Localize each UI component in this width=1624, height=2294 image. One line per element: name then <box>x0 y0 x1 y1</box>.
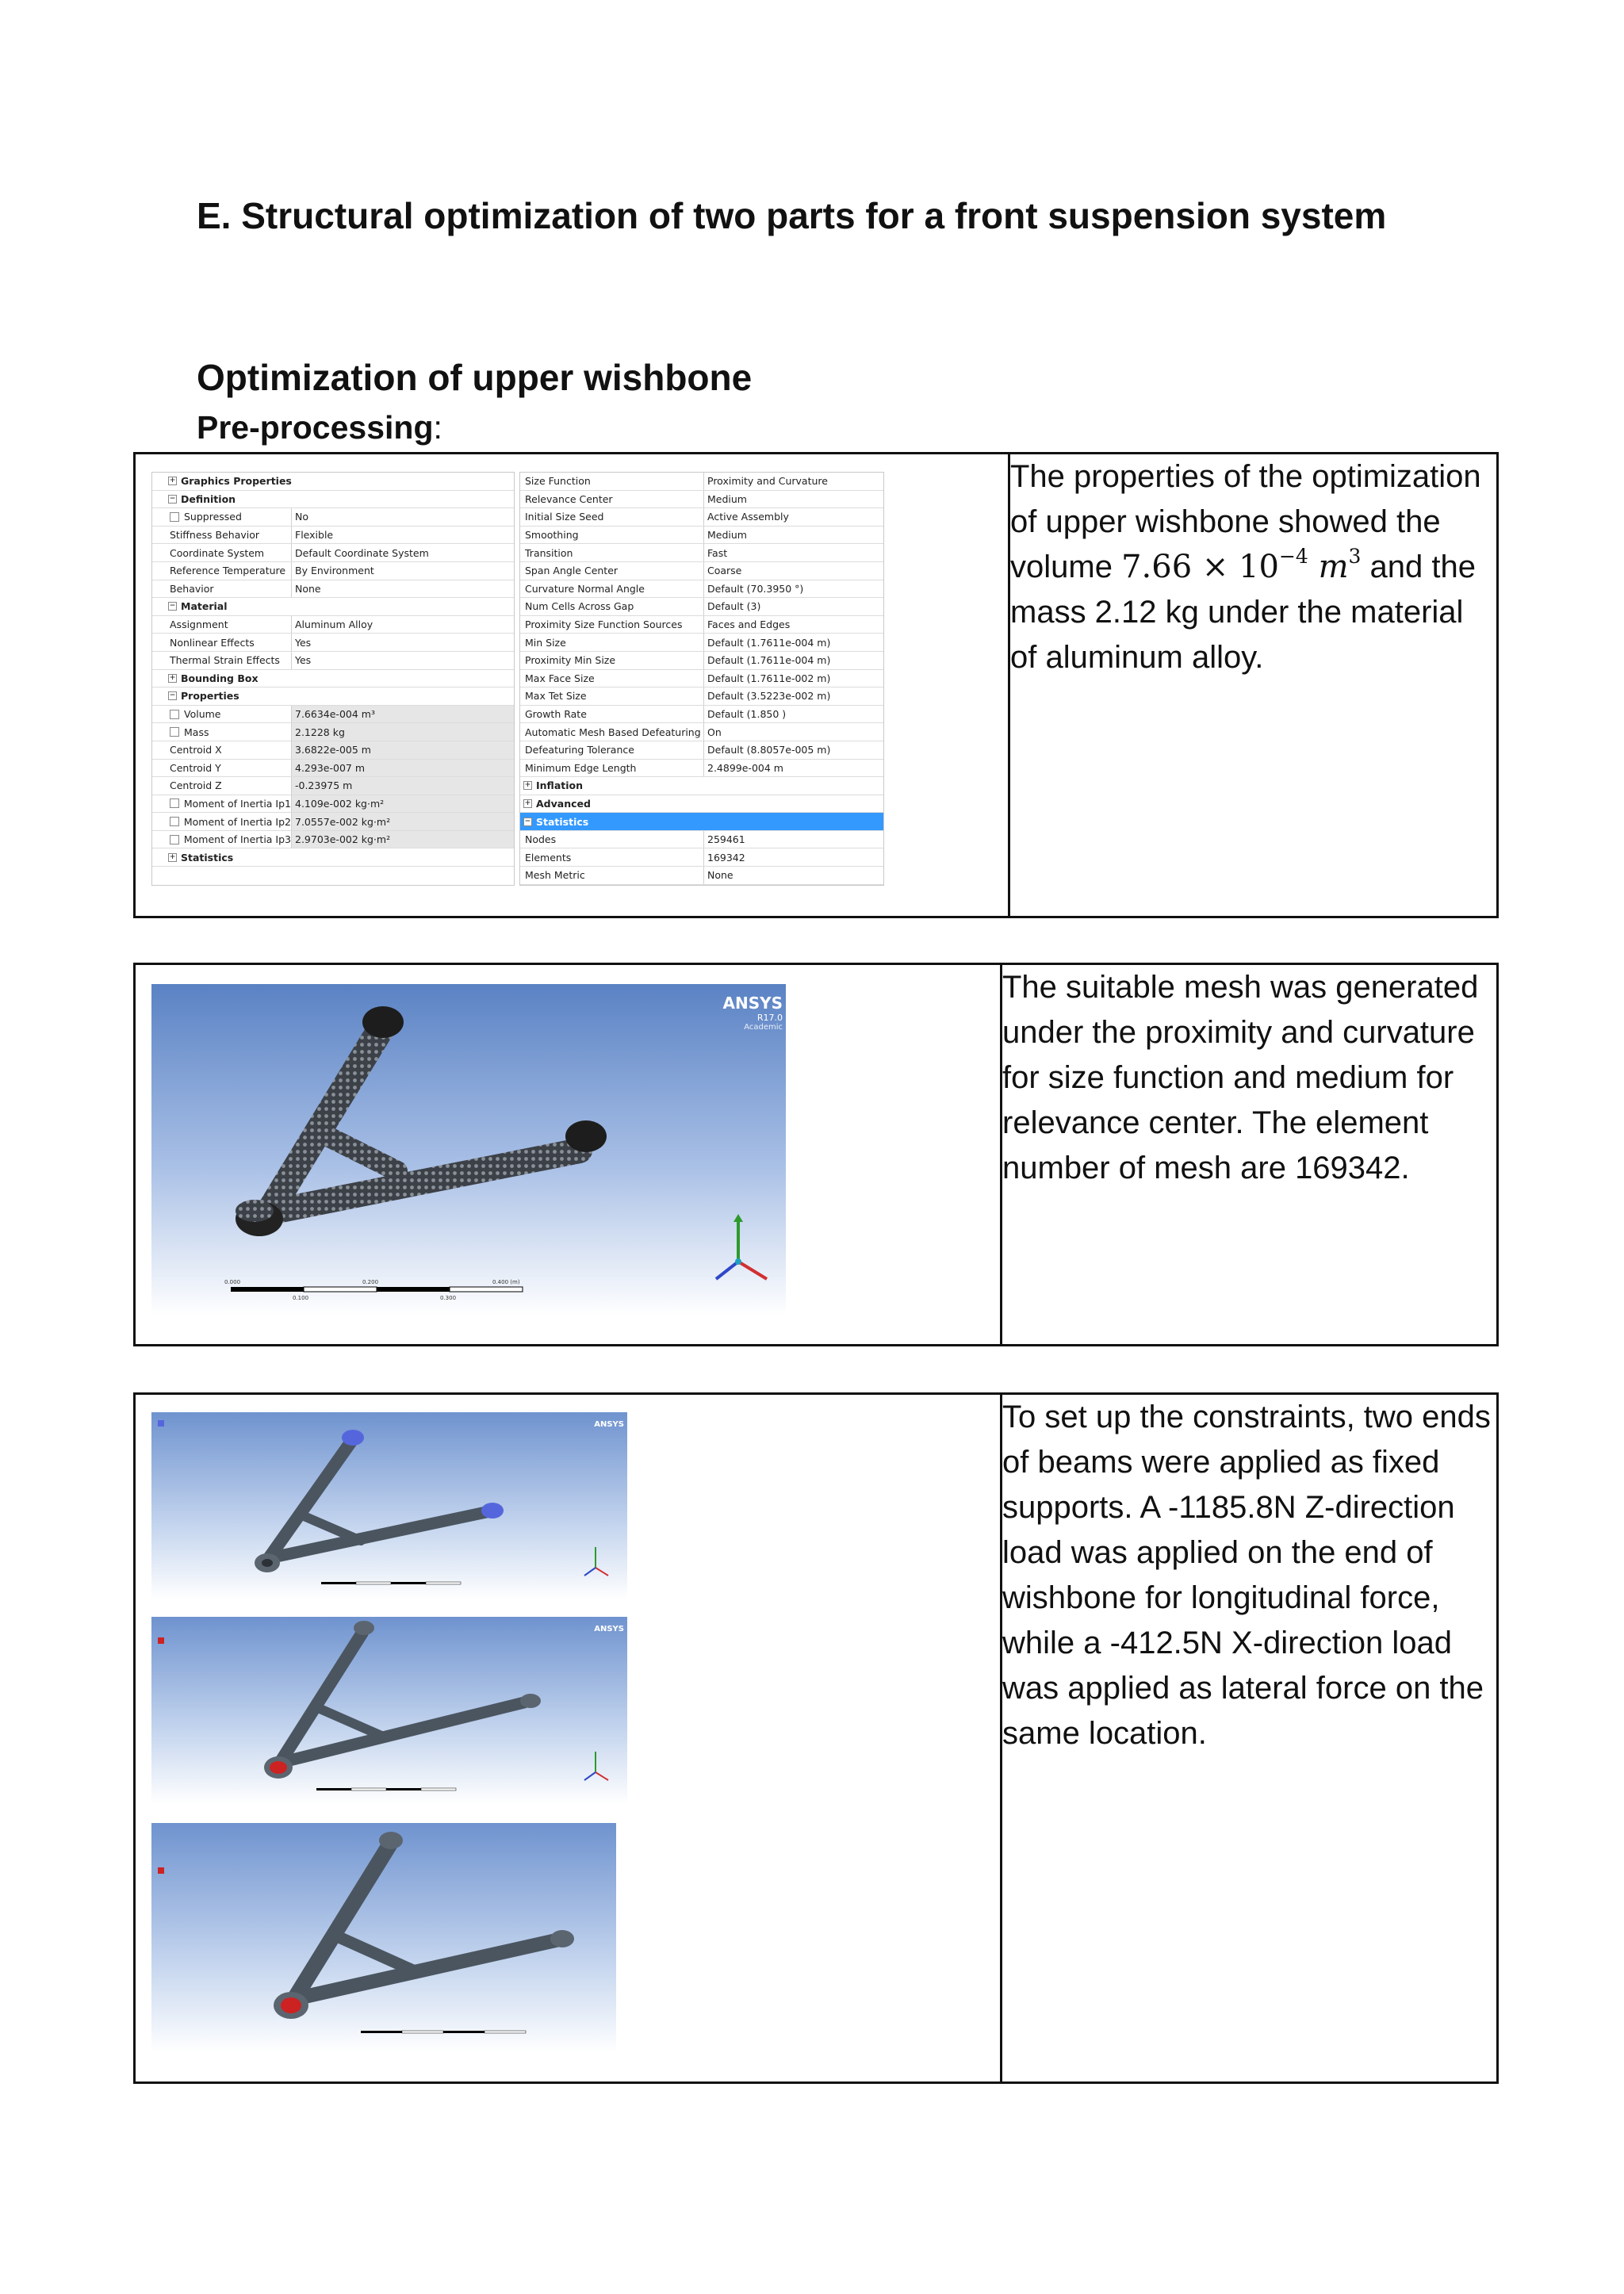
grid-row-label: Span Angle Center <box>525 565 619 577</box>
parameter-checkbox[interactable] <box>170 512 179 522</box>
grid-row[interactable] <box>152 813 514 831</box>
expand-icon[interactable]: + <box>169 852 176 861</box>
grid-row-label: Coordinate System <box>170 546 265 559</box>
grid-row-value: No <box>295 511 308 523</box>
collapse-icon[interactable]: − <box>169 691 176 700</box>
grid-row-value: None <box>295 582 321 595</box>
volume-unit-exponent: 3 <box>1348 545 1362 568</box>
grid-row-label: Transition <box>525 546 573 559</box>
grid-row-value: By Environment <box>295 565 374 577</box>
parameter-checkbox[interactable] <box>170 835 179 844</box>
expand-icon[interactable]: + <box>524 798 531 807</box>
grid-row-label: Inflation <box>536 779 583 792</box>
grid-row[interactable] <box>152 598 514 616</box>
grid-row-label: Volume <box>184 708 221 721</box>
grid-row-value: 259461 <box>707 833 745 846</box>
grid-row-label: Statistics <box>181 851 234 864</box>
grid-row[interactable] <box>520 473 883 491</box>
parameter-checkbox[interactable] <box>170 710 179 719</box>
grid-row-value: Aluminum Alloy <box>295 618 373 631</box>
grid-row-value: Default (1.850 ) <box>707 708 787 721</box>
grid-row-label: Bounding Box <box>181 672 259 684</box>
grid-row-value: Yes <box>295 636 312 649</box>
grid-row-value: 2.4899e-004 m <box>707 761 783 774</box>
grid-row[interactable] <box>152 473 514 491</box>
fixed-support-viewport <box>151 1412 627 1599</box>
properties-table <box>133 452 1499 918</box>
volume-exponent: −4 <box>1278 545 1308 568</box>
grid-row-label: Mesh Metric <box>525 869 585 882</box>
grid-row-label: Centroid X <box>170 744 222 756</box>
lateral-load-viewport <box>151 1823 616 2053</box>
grid-row-value: Default (1.7611e-002 m) <box>707 672 831 684</box>
grid-row-label: Proximity Size Function Sources <box>525 618 683 631</box>
grid-row-label: Stiffness Behavior <box>170 529 260 542</box>
grid-row[interactable] <box>152 723 514 741</box>
grid-row-label: Properties <box>181 690 239 703</box>
grid-row[interactable] <box>152 670 514 688</box>
grid-row-value: Yes <box>295 654 312 667</box>
subsection-heading: Optimization of upper wishbone <box>197 357 753 398</box>
scale-tick-0: 0.000 <box>224 1279 241 1285</box>
grid-row-label: Curvature Normal Angle <box>525 582 645 595</box>
grid-row-label: Max Face Size <box>525 672 595 684</box>
grid-row[interactable] <box>152 741 514 760</box>
grid-row[interactable] <box>520 687 883 706</box>
grid-row-label: Suppressed <box>184 511 242 523</box>
grid-row-value: Default (1.7611e-004 m) <box>707 636 831 649</box>
grid-row-label: Thermal Strain Effects <box>170 654 280 667</box>
grid-row-label: Minimum Edge Length <box>525 761 637 774</box>
grid-row[interactable] <box>520 831 883 849</box>
grid-row[interactable] <box>152 616 514 634</box>
grid-row[interactable] <box>152 777 514 795</box>
grid-row-value: 4.293e-007 m <box>292 760 514 777</box>
grid-row-label: Growth Rate <box>525 708 587 721</box>
grid-row[interactable] <box>520 760 883 778</box>
grid-row[interactable] <box>152 795 514 814</box>
grid-row-value: Faces and Edges <box>707 618 791 631</box>
grid-row-label: Behavior <box>170 582 214 595</box>
grid-row[interactable] <box>520 723 883 741</box>
grid-row[interactable] <box>520 706 883 724</box>
grid-row-value: Medium <box>707 529 747 542</box>
grid-row-label: Centroid Z <box>170 779 222 792</box>
grid-row-value: Default (8.8057e-005 m) <box>707 744 831 756</box>
grid-row-label: Definition <box>181 492 236 505</box>
fixed-support-model <box>151 1412 627 1599</box>
expand-icon[interactable]: + <box>524 781 531 790</box>
expand-icon[interactable]: + <box>169 477 176 485</box>
grid-row[interactable] <box>152 580 514 599</box>
grid-row[interactable] <box>152 652 514 670</box>
desc1-before: The properties of the optimization of upper wishbone showed the volume <box>1010 459 1481 584</box>
grid-row-label: Advanced <box>536 797 591 810</box>
scale-tick-400: 0.400 (m) <box>492 1279 520 1285</box>
constraints-table <box>133 1392 1499 2084</box>
grid-row-value: 2.1228 kg <box>292 723 514 741</box>
scale-tick-300: 0.300 <box>440 1295 457 1301</box>
grid-row[interactable] <box>152 706 514 724</box>
grid-row-value: Default Coordinate System <box>295 546 429 559</box>
scale-tick-200: 0.200 <box>362 1279 379 1285</box>
grid-row[interactable] <box>152 848 514 867</box>
grid-row[interactable] <box>520 741 883 760</box>
grid-row-label: Defeaturing Tolerance <box>525 744 634 756</box>
grid-row-label: Proximity Min Size <box>525 654 616 667</box>
ansys-brand-1: ANSYS <box>594 1420 624 1429</box>
collapse-icon[interactable]: − <box>169 494 176 503</box>
mesh-table <box>133 963 1499 1346</box>
grid-row-label: Automatic Mesh Based Defeaturing <box>525 726 701 738</box>
grid-row-label: Size Function <box>525 475 591 488</box>
meshed-wishbone-model <box>151 984 786 1316</box>
grid-row[interactable] <box>520 508 883 527</box>
grid-row[interactable] <box>520 598 883 616</box>
grid-row-label: Smoothing <box>525 529 579 542</box>
grid-row[interactable] <box>152 544 514 562</box>
grid-row-value: Proximity and Curvature <box>707 475 828 488</box>
grid-row-value: Coarse <box>707 565 742 577</box>
mesh-description: The suitable mesh was generated under the proximity and curvature for size function and medium for relevance center. The element number of mesh are 169342. <box>1002 964 1498 1346</box>
grid-row-label: Centroid Y <box>170 761 221 774</box>
grid-row-label: Moment of Inertia Ip2 <box>183 815 291 828</box>
grid-row[interactable] <box>520 634 883 652</box>
expand-icon[interactable]: + <box>169 673 176 682</box>
lateral-load-model <box>151 1823 616 2053</box>
properties-screenshot-cell <box>135 454 1009 917</box>
rear-bushing <box>565 1120 607 1152</box>
grid-row-value: 169342 <box>707 851 745 864</box>
preprocessing-label-colon: : <box>433 409 442 446</box>
grid-row-value: Default (70.3950 °) <box>707 582 804 595</box>
grid-row-value: 3.6822e-005 m <box>292 741 514 759</box>
grid-row-label: Material <box>181 600 228 613</box>
grid-row[interactable] <box>152 634 514 652</box>
grid-row[interactable] <box>520 670 883 688</box>
grid-row-label: Graphics Properties <box>181 475 292 488</box>
grid-row-label: Mass <box>184 726 209 738</box>
mesh-details-grid <box>519 472 884 886</box>
upper-bushing <box>362 1006 404 1038</box>
grid-row[interactable] <box>520 848 883 867</box>
grid-row[interactable] <box>520 777 883 795</box>
grid-row-value: 2.9703e-002 kg·m² <box>292 831 514 848</box>
volume-unit: m <box>1318 549 1349 585</box>
scale-tick-100: 0.100 <box>293 1295 309 1301</box>
grid-row[interactable] <box>520 813 883 831</box>
geometry-details-grid <box>151 472 515 886</box>
grid-row-label: Nonlinear Effects <box>170 636 255 649</box>
scale-bar <box>224 1279 523 1301</box>
grid-row[interactable] <box>152 491 514 509</box>
grid-row[interactable] <box>152 760 514 778</box>
grid-row-value: Default (1.7611e-004 m) <box>707 654 831 667</box>
grid-row-value: None <box>707 869 733 882</box>
grid-row-value: Active Assembly <box>707 511 789 523</box>
grid-row-label: Num Cells Across Gap <box>525 600 634 613</box>
volume-formula <box>1121 545 1362 585</box>
grid-row[interactable] <box>152 562 514 580</box>
ansys-edition: Academic <box>744 1023 783 1032</box>
grid-row-value: Default (3.5223e-002 m) <box>707 690 831 703</box>
volume-mantissa: 7.66 × 10 <box>1121 549 1279 585</box>
grid-row-label: Relevance Center <box>525 492 613 505</box>
grid-row[interactable] <box>520 867 883 885</box>
properties-description <box>1009 454 1498 917</box>
grid-row-label: Min Size <box>525 636 566 649</box>
grid-row[interactable] <box>520 544 883 562</box>
grid-row[interactable] <box>520 652 883 670</box>
section-heading: E. Structural optimization of two parts for a front suspension system <box>197 195 1387 236</box>
grid-row-label: Moment of Inertia Ip3 <box>183 833 291 846</box>
preprocessing-label-text: Pre-processing <box>197 409 434 446</box>
grid-row-label: Statistics <box>536 815 589 828</box>
grid-row-value: -0.23975 m <box>292 777 514 795</box>
grid-row-label: Elements <box>525 851 572 864</box>
grid-row-value: 7.0557e-002 kg·m² <box>292 813 514 830</box>
axis-triad <box>716 1214 767 1279</box>
grid-row-label: Moment of Inertia Ip1 <box>183 797 291 810</box>
grid-row[interactable] <box>152 687 514 706</box>
desc1-after: and the mass 2.12 kg under the material of aluminum alloy. <box>1010 550 1476 675</box>
grid-row[interactable] <box>152 527 514 545</box>
preprocessing-label <box>197 404 442 450</box>
grid-row[interactable] <box>520 562 883 580</box>
grid-row-value: On <box>707 726 722 738</box>
collapse-icon[interactable]: − <box>169 602 176 611</box>
mesh-screenshot-cell <box>135 964 1002 1346</box>
parameter-checkbox[interactable] <box>170 817 179 826</box>
constraints-screenshot-cell <box>135 1394 1002 2083</box>
mesh-viewport <box>151 984 786 1316</box>
grid-row-value: Default (3) <box>707 600 761 613</box>
parameter-checkbox[interactable] <box>170 798 179 808</box>
ansys-brand: ANSYS <box>722 994 783 1013</box>
grid-row[interactable] <box>520 795 883 814</box>
grid-row-value: Flexible <box>295 529 334 542</box>
grid-row[interactable] <box>520 580 883 599</box>
parameter-checkbox[interactable] <box>170 727 179 737</box>
constraints-description: To set up the constraints, two ends of beams were applied as fixed supports. A -1185.8N Z-direction load was applied on the end of wishbone for longitudinal force, while a -412.5N X-direction load was applied as lateral force on the same location. <box>1002 1394 1498 2083</box>
grid-row-label: Reference Temperature <box>170 565 286 577</box>
grid-row-label: Assignment <box>170 618 228 631</box>
grid-row-value: 7.6634e-004 m³ <box>292 706 514 723</box>
longitudinal-load-viewport <box>151 1617 627 1804</box>
grid-row-label: Initial Size Seed <box>525 511 604 523</box>
grid-row-label: Max Tet Size <box>525 690 587 703</box>
grid-row[interactable] <box>152 831 514 849</box>
ansys-brand-2: ANSYS <box>594 1625 624 1633</box>
grid-row-value: 4.109e-002 kg·m² <box>292 795 514 813</box>
grid-row[interactable] <box>520 491 883 509</box>
grid-row[interactable] <box>520 616 883 634</box>
grid-row-label: Nodes <box>525 833 557 846</box>
grid-row[interactable] <box>520 527 883 545</box>
collapse-icon[interactable]: − <box>524 817 531 825</box>
grid-row-value: Medium <box>707 492 747 505</box>
longitudinal-load-model <box>151 1617 627 1804</box>
ansys-version: R17.0 <box>756 1013 783 1023</box>
grid-row-value: Fast <box>707 546 728 559</box>
grid-row[interactable] <box>152 508 514 527</box>
